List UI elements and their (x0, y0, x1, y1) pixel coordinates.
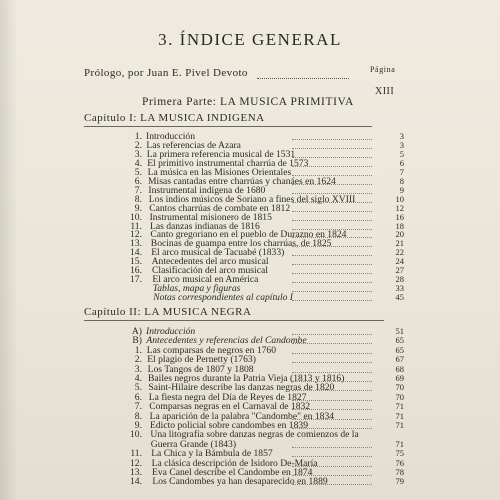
entry-number: 2. (134, 354, 142, 366)
entry-page-number: 75 (395, 448, 404, 459)
entry-number: A) (131, 326, 142, 337)
entry-title: Tablas, mapa y figuras (152, 283, 241, 295)
entry-title: Bocinas de guampa entre los charrúas, de 1825 (150, 238, 332, 250)
entry-title: Las comparsas de negros en 1760 (146, 344, 277, 356)
entry-page-number: 68 (395, 363, 404, 374)
page-column-label: Página (370, 65, 396, 74)
entry-page-number: 9 (399, 184, 404, 195)
dot-leader (292, 331, 372, 335)
entry-title: La primera referencia musical de 1531 (146, 148, 296, 160)
entry-number: 6. (134, 175, 142, 187)
entry-number: 5. (134, 382, 142, 394)
entry-title: Guerra Grande (1843) (150, 438, 237, 450)
entry-number: 2. (134, 139, 142, 151)
dot-leader (292, 416, 372, 420)
entry-title: Edicto policial sobre candombes en 1839 (150, 420, 308, 431)
entry-page-number: 28 (395, 274, 404, 285)
dot-leader (292, 340, 372, 344)
entry-title: Misas cantadas entre charrúas y chanáes en 1624 (148, 175, 336, 187)
entry-number: 9. (134, 420, 142, 431)
entry-page-number: 27 (395, 265, 404, 276)
entry-page-number: 10 (395, 193, 404, 204)
dot-leader (292, 472, 372, 476)
entry-page-number: 22 (395, 247, 404, 258)
entry-number: 16. (130, 265, 142, 277)
entry-page-number: 67 (395, 354, 404, 365)
entry-title: Notas correspondientes al capítulo I (153, 292, 293, 304)
entry-page-number: 24 (395, 256, 404, 267)
dot-leader (292, 378, 372, 382)
entry-page-number: 18 (395, 220, 404, 231)
entry-number: 1. (134, 131, 142, 142)
entry-page-number: 7 (399, 166, 404, 177)
entry-number: 11. (130, 448, 142, 460)
entry-number: 8. (134, 193, 142, 205)
prologo-entry: Prólogo, por Juan E. Pivel Devoto (84, 67, 248, 79)
entry-page-number: 8 (399, 175, 404, 186)
entry-page-number: 71 (395, 420, 404, 430)
entry-page-number: 79 (395, 476, 404, 487)
dot-leader (292, 425, 372, 429)
entry-number: 10. (130, 211, 142, 223)
prologo-page-number: XIII (375, 86, 395, 97)
dot-leader (292, 297, 372, 301)
entry-page-number: 33 (395, 283, 404, 294)
entry-number: 9. (134, 202, 142, 214)
dot-leader (292, 359, 372, 363)
entry-number: 3. (134, 148, 142, 160)
chapter-1-title: Capítulo I: LA MUSICA INDIGENA (84, 112, 265, 124)
entry-title: Comparsas negras en el Carnaval de 1832 (149, 401, 311, 413)
entry-number: 17. (130, 274, 142, 286)
entry-title: Una litografía sobre danzas negras de comienzos de la (150, 429, 359, 441)
entry-title: El plagio de Pernetty (1763) (147, 354, 256, 366)
entry-number: 1. (134, 344, 142, 356)
entry-page-number: 70 (395, 382, 404, 393)
entry-number: 14. (130, 247, 142, 259)
dot-leader (292, 369, 372, 373)
dot-leader (292, 463, 372, 467)
entry-title: Cantos charrúas de combate en 1812 (149, 202, 291, 214)
entry-number: 12. (130, 229, 142, 241)
entry-number: 12. (130, 457, 142, 469)
entry-number: 7. (134, 184, 142, 196)
entry-title: Instrumental misionero de 1815 (149, 211, 272, 223)
entry-page-number: 71 (395, 410, 404, 421)
entry-page-number: 3 (399, 131, 404, 141)
entry-title: La aparición de la palabra "Candombe" en 1834 (149, 410, 335, 422)
entry-title: Clasificación del arco musical (152, 265, 268, 277)
dot-leader (292, 350, 372, 354)
dot-leader (292, 406, 372, 410)
entry-title: Las danzas indianas de 1816 (150, 220, 260, 232)
entry-number: 8. (134, 410, 142, 422)
entry-number: 13. (130, 467, 142, 478)
entry-page-number: 21 (395, 238, 404, 249)
entry-number: 5. (134, 166, 142, 178)
entry-number: 11. (130, 220, 142, 232)
entry-title: Los indios músicos de Soriano a fines del siglo XVIII (148, 193, 356, 205)
entry-number: 3. (134, 363, 142, 375)
entry-title: Saint-Hilaire describe las danzas negras de 1820 (148, 382, 335, 394)
chapter-1-rule (84, 126, 372, 127)
entry-page-number: 20 (395, 229, 404, 240)
entry-page-number: 71 (395, 401, 404, 412)
entry-title: Canto gregoriano en el pueblo de Durazno en 1824 (150, 229, 347, 241)
entry-title: La fiesta negra del Día de Reyes de 1827 (148, 391, 307, 403)
chapter-2-title: Capítulo II: LA MUSICA NEGRA (84, 306, 252, 318)
chapter-2-rule (84, 320, 384, 321)
entry-title: La música en las Misiones Orientales (147, 166, 292, 178)
part-title: Primera Parte: LA MUSICA PRIMITIVA (142, 96, 354, 108)
entry-page-number: 78 (395, 467, 404, 477)
entry-number: 10. (130, 429, 142, 441)
entry-page-number: 51 (395, 326, 404, 336)
entry-number: 4. (134, 373, 142, 384)
entry-page-number: 16 (395, 211, 404, 222)
entry-number: 15. (130, 256, 142, 268)
entry-title: Introducción (146, 131, 196, 142)
entry-page-number: 70 (395, 391, 404, 402)
entry-number: 6. (134, 391, 142, 403)
entry-number: 13. (130, 238, 142, 250)
entry-title: Eva Canel describe el Candombe en 1874 (152, 467, 313, 478)
toc-entry (0, 476, 500, 487)
entry-title: La clásica descripción de Isidoro De-María (151, 457, 318, 469)
entry-title: El arco musical de Tacuabé (1833) (151, 247, 285, 259)
entry-page-number: 65 (395, 335, 404, 346)
dot-leader (292, 397, 372, 401)
entry-title: La Chica y la Bámbula de 1857 (151, 448, 273, 460)
prologo-dot-leader (257, 68, 349, 79)
entry-page-number: 69 (395, 373, 404, 383)
index-heading: 3. ÍNDICE GENERAL (158, 30, 342, 49)
dot-leader (292, 387, 372, 391)
entry-page-number: 5 (399, 148, 404, 159)
entry-page-number: 76 (395, 457, 404, 468)
entry-title: Bailes negros durante la Patria Vieja (1813 y 1816) (148, 373, 345, 384)
entry-number: B) (132, 335, 142, 347)
entry-title: Los Tangos de 1807 y 1808 (147, 363, 254, 375)
entry-title: El arco musical en América (152, 274, 259, 286)
entry-title: Instrumental indígena de 1680 (148, 184, 266, 196)
entry-title: Antecedentes del arco musical (151, 256, 269, 268)
entry-title: Los Candombes ya han desaparecido en 1889 (152, 476, 328, 488)
entry-page-number: 12 (395, 202, 404, 213)
entry-title: El primitivo instrumental charrúa de 1573 (147, 157, 309, 169)
toc-entry (0, 292, 500, 303)
entry-page-number: 65 (395, 344, 404, 355)
dot-leader (292, 453, 372, 457)
entry-page-number: 71 (395, 438, 404, 449)
entry-page-number: 45 (395, 292, 404, 303)
entry-number: 14. (130, 476, 142, 488)
entry-number: 7. (134, 401, 142, 413)
entry-title: Introducción (146, 326, 196, 337)
dot-leader (292, 444, 372, 448)
dot-leader (292, 481, 372, 485)
entry-title: Antecedentes y referencias del Candombe (146, 335, 307, 347)
entry-number: 4. (134, 157, 142, 169)
entry-page-number: 3 (399, 139, 404, 150)
entry-title: Las referencias de Azara (146, 139, 241, 151)
entry-page-number: 6 (399, 157, 404, 168)
